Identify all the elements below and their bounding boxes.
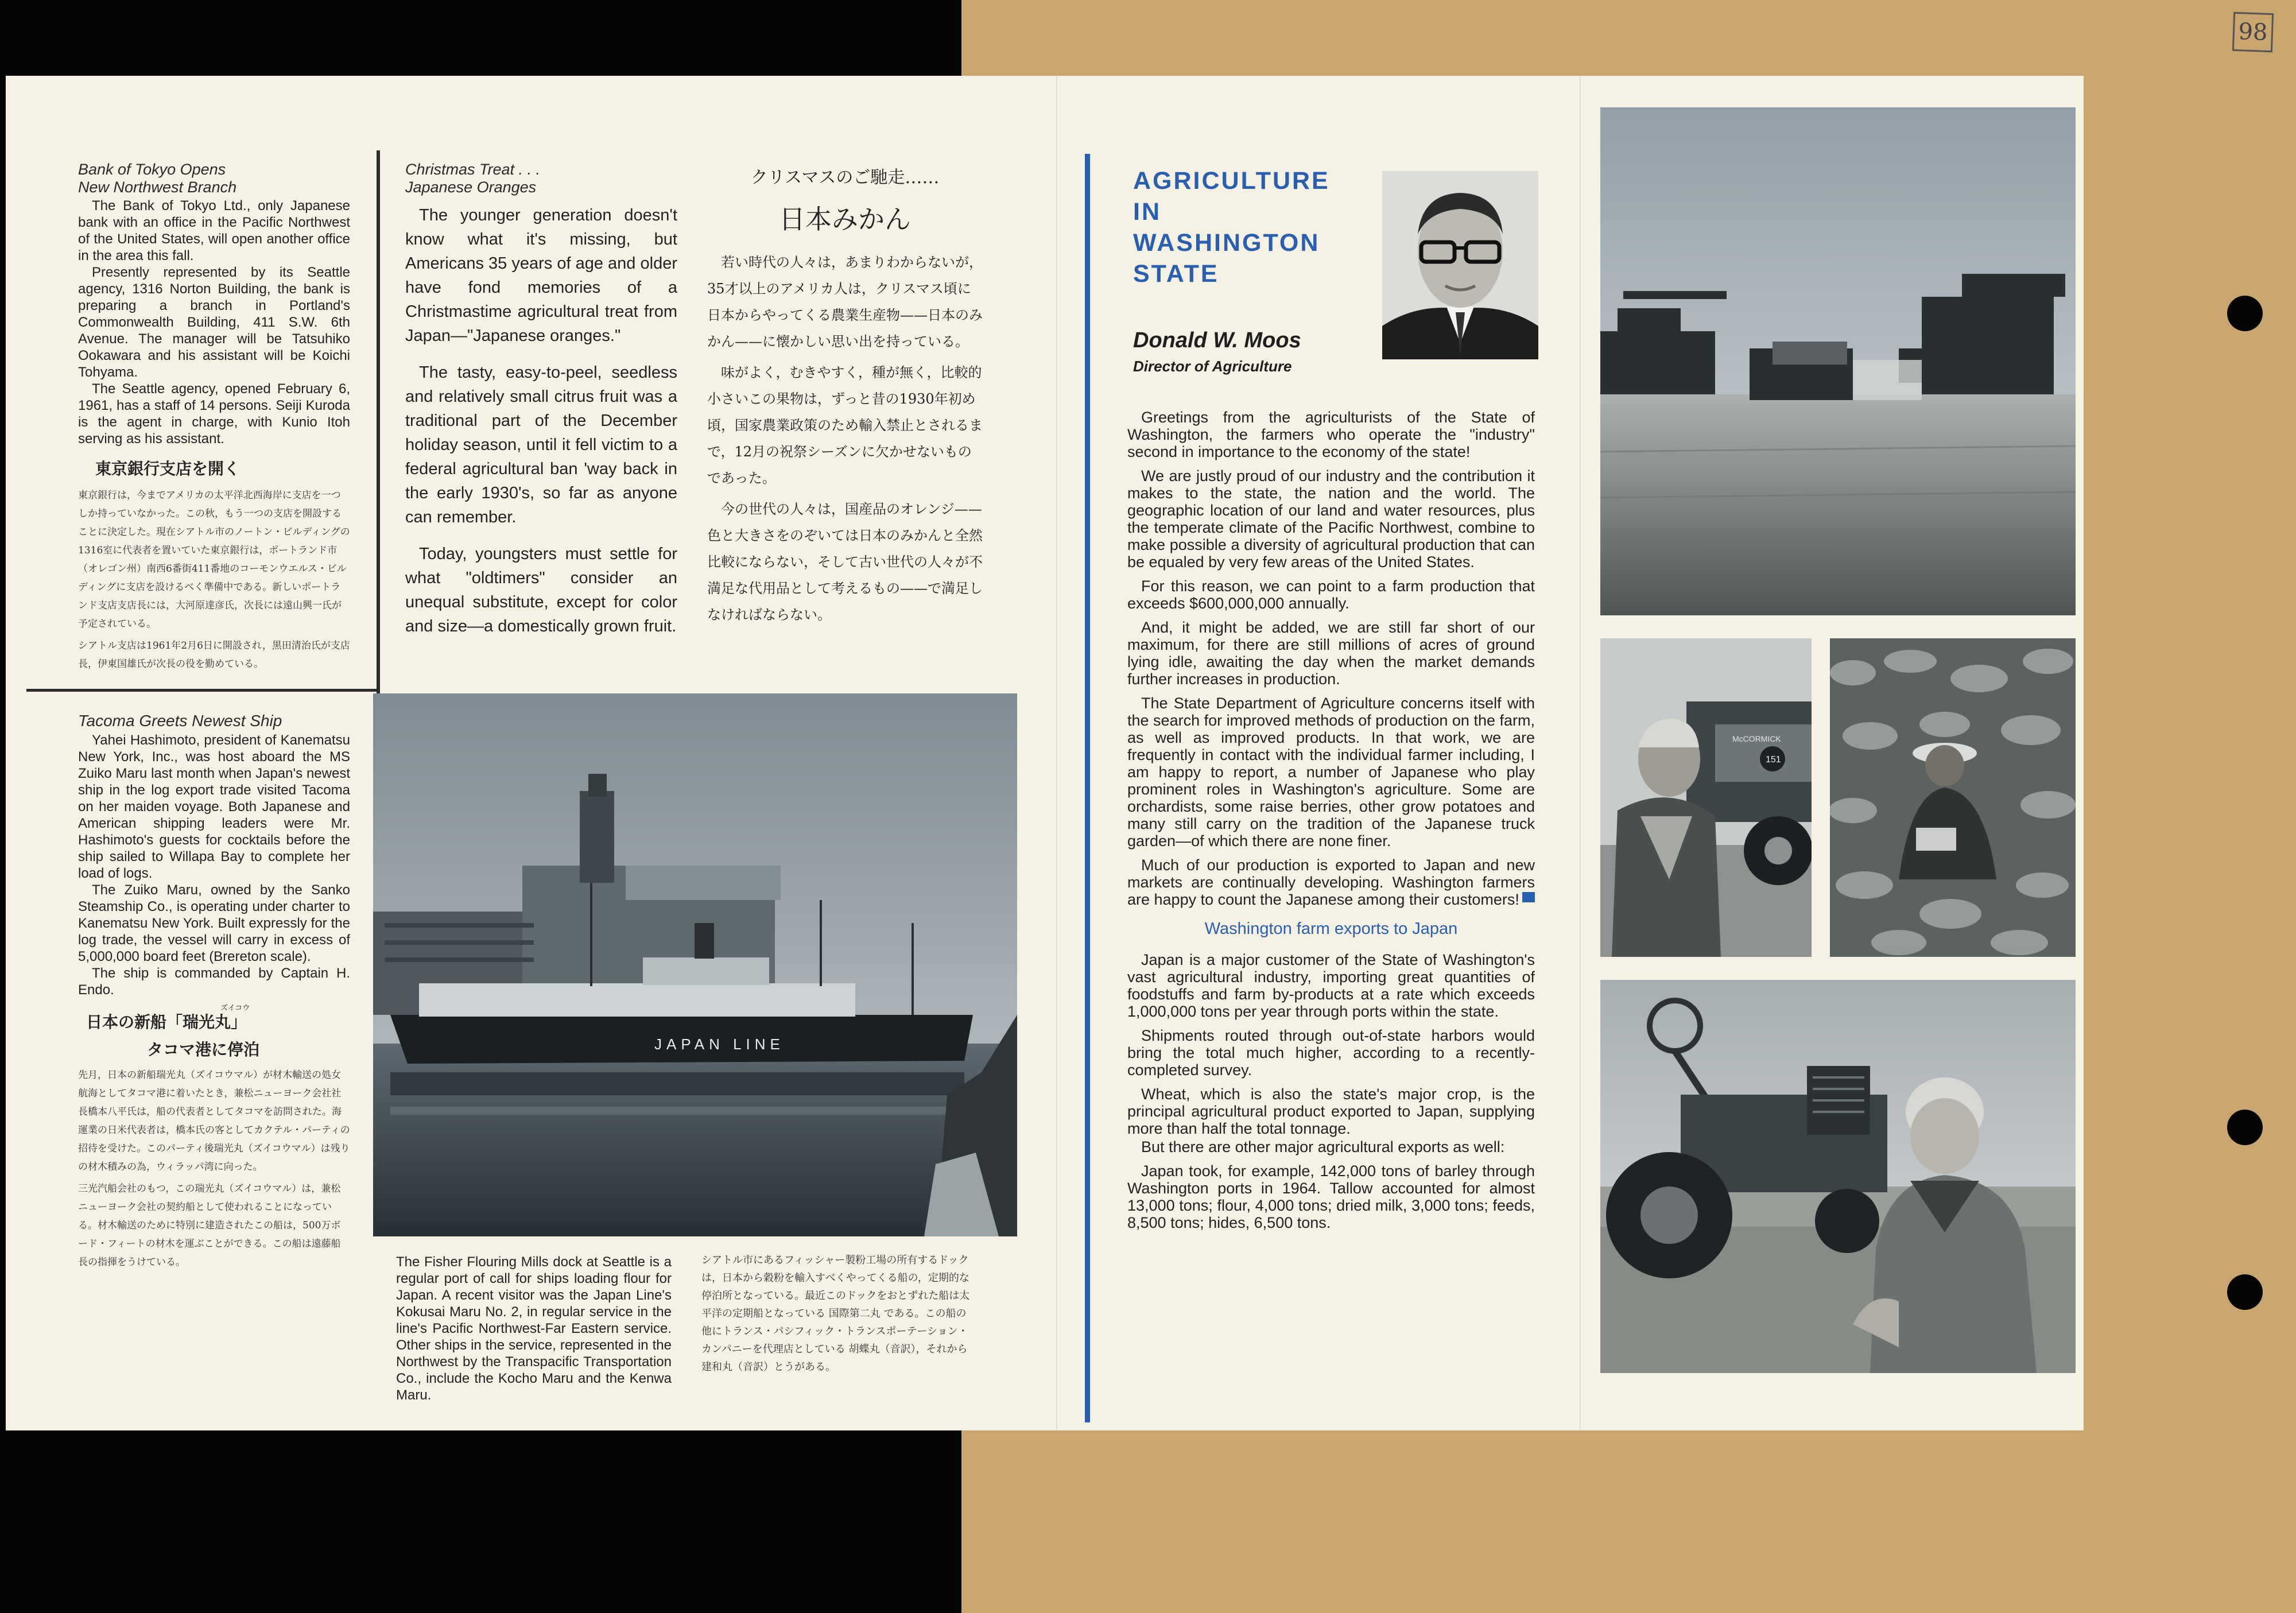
bank-jp-paragraph: シアトル支店は1961年2月6日に開設され，黒田清治氏が支店長，伊東国雄氏が次長の役を勤めている。	[78, 640, 350, 670]
agriculture-paragraph: Greetings from the agriculturists of the State of Washington, the farmers who operate the "industry" second in importance to the economy of the state!	[1127, 409, 1535, 460]
bank-jp-heading: 東京銀行支店を開く	[95, 459, 241, 478]
harvest-combines-photo	[1600, 107, 2076, 615]
tacoma-article	[78, 712, 350, 1275]
agriculture-title-line: IN	[1133, 198, 1161, 226]
smiling-farmer-photo	[1600, 980, 2076, 1373]
agriculture-article	[1127, 409, 1535, 1238]
left-page	[6, 76, 1056, 1430]
agriculture-paragraph: We are justly proud of our industry and the contribution it makes to the state, the nation and the world. The geographic location of our land and water resources, plus the temperate climate of the Pacific Northwest, combine to make possible a diversity of agricultural production that can be equaled by very few areas of the United States.	[1127, 467, 1535, 571]
blue-accent-rule	[1085, 154, 1090, 1422]
christmas-jp-paragraph: 若い時代の人々は，あまりわからないが，35才以上のアメリカ人は，クリスマス頃に日本からやってくる農業生産物——日本のみかん——に懐かしい思い出を持っている。	[707, 254, 983, 350]
christmas-paragraph: The tasty, easy-to-peel, seedless and relatively small citrus fruit was a traditional part of the December holiday season, until it fell victim to a federal agricultural ban 'way back in the early 1930's, so far as anyone can remember.	[405, 363, 677, 526]
exports-paragraph: Japan took, for example, 142,000 tons of barley through Washington ports in 1964. Tallow accounted for almost 13,000 tons; flour, 4,000 tons; dried milk, 3,000 tons; feeds, 8,500 tons; hides, 6,500 tons.	[1127, 1162, 1535, 1231]
christmas-paragraph: The younger generation doesn't know what it's missing, but Americans 35 years of age and older have fond memories of a Christmastime agricultural treat from Japan—"Japanese oranges."	[405, 206, 677, 345]
column-rule-horizontal	[26, 689, 380, 692]
christmas-jp-heading-small: クリスマスのご馳走……	[750, 168, 940, 188]
agriculture-paragraph: And, it might be added, we are still far short of our maximum, for there are still millions of acres of ground lying idle, awaiting the day when the market demands further increases in production.	[1127, 619, 1535, 688]
bank-paragraph: The Bank of Tokyo Ltd., only Japanese bank with an office in the Pacific Northwest of the United States, will open another office in the area this fall.	[78, 198, 350, 263]
right-page	[1056, 76, 2084, 1430]
portrait-photo	[1382, 171, 1538, 359]
ship-dock-photo	[373, 693, 1017, 1236]
christmas-paragraph: Today, youngsters must settle for what "oldtimers" consider an unequal substitute, except for color and size—a domestically grown fruit.	[405, 545, 677, 635]
tractor-brand-text: McCORMICK	[1732, 734, 1781, 743]
bank-jp-paragraph: 東京銀行は，今までアメリカの太平洋北西海岸に支店を一つしか持っていなかった。この秋，もう一つの支店を開設することに決定した。現在シアトル市のノートン・ビルディングの1316室に代表者を置いていた東京銀行は，ポートランド市（オレゴン州）南西6番街411番地のコーモンウエルス・ビルディングに支店を設けるべく準備中である。新しいポートランド支店支店長には，大河原達彦氏，次長には遠山興一氏が予定されている。	[78, 490, 350, 630]
agriculture-paragraph	[1127, 856, 1535, 908]
tacoma-heading: Tacoma Greets Newest Ship	[78, 712, 282, 730]
end-mark-icon	[1522, 892, 1535, 902]
tractor-badge-text: 151	[1766, 755, 1781, 765]
binder-hole	[2227, 1274, 2263, 1310]
christmas-jp-heading-large: 日本みかん	[779, 204, 911, 235]
tacoma-paragraph: Yahei Hashimoto, president of Kanematsu New York, Inc., was host aboard the MS Zuiko Maru last month when Japan's newest ship in the log export trade visited Tacoma on her maiden voyage. Both Japanese and American shipping leaders were Mr. Hashimoto's guests for cocktails before the ship sailed to Willapa Bay to complete her load of logs.	[78, 732, 350, 881]
tacoma-jp-paragraph: 三光汽船会社のもつ，この瑞光丸（ズイコウマル）は，兼松ニューヨーク会社の契約船として使われることになっている。材木輸送のために特別に建造されたこの船は，500万ボード・フィートの材木を運ぶことができる。この船は遠藤船長の指揮をうけている。	[78, 1183, 341, 1268]
exports-paragraph: Wheat, which is also the state's major crop, is the principal agricultural product exported to Japan, supplying more than half the total tonnage.	[1127, 1085, 1535, 1137]
binder-hole	[2227, 1110, 2263, 1145]
exports-paragraph: But there are other major agricultural exports as well:	[1141, 1138, 1505, 1156]
bank-paragraph: The Seattle agency, opened February 6, 1961, has a staff of 14 persons. Seiji Kuroda is the agent in charge, with Kunio Itoh serving as his assistant.	[78, 381, 350, 447]
christmas-heading-line1: Christmas Treat . . .	[405, 161, 541, 178]
author-title: Director of Agriculture	[1133, 358, 1292, 375]
bank-heading-line2: New Northwest Branch	[78, 179, 237, 196]
exports-paragraph: Shipments routed through out-of-state harbors would bring the total much higher, according to a recently-completed survey.	[1127, 1027, 1535, 1079]
column-rule-vertical	[377, 150, 380, 766]
christmas-article	[405, 161, 677, 651]
author-name: Donald W. Moos	[1133, 328, 1301, 352]
field-worker-photo	[1830, 638, 2076, 957]
tacoma-paragraph: The ship is commanded by Captain H. Endo.	[78, 966, 350, 998]
agriculture-paragraph: For this reason, we can point to a farm production that exceeds $600,000,000 annually.	[1127, 577, 1535, 612]
christmas-jp-paragraph: 味がよく，むきやすく，種が無く，比較的小さいこの果物は，ずっと昔の1930年初め頃，国家農業政策のため輸入禁止とされるまで，12月の祝祭シーズンに欠かせないものであった。	[707, 365, 983, 486]
exports-heading: Washington farm exports to Japan	[1204, 920, 1458, 938]
binder-hole	[2227, 296, 2263, 331]
bank-paragraph: Presently represented by its Seattle agency, 1316 Norton Building, the bank is preparing a branch in Portland's Commonwealth Building, 411 S.W. 6th Avenue. The manager will be Tatsuhiko Ookawara and his assistant will be Koichi Tohyama.	[78, 265, 350, 380]
agriculture-paragraph: The State Department of Agriculture concerns itself with the search for improved methods of production on the farm, as well as improved products. In that work, we are frequently in contact with the individual farmer including, I am happy to report, a number of Japanese who play prominent roles in Washington's agriculture. Some are orchardists, some raise berries, other grow potatoes and many still carry on the tradition of the Japanese truck garden—of which there are none finer.	[1127, 695, 1535, 850]
farmer-tractor-photo	[1600, 638, 1812, 957]
agriculture-title-line: STATE	[1133, 260, 1219, 288]
agriculture-title-block	[1133, 165, 1386, 375]
agriculture-title-line: WASHINGTON	[1133, 229, 1320, 257]
tacoma-paragraph: The Zuiko Maru, owned by the Sanko Steamship Co., is operating under charter to Kanematsu New York. Built expressly for the log trade, the vessel will carry in excess of 5,000,000 board feet (Brereton scale).	[78, 882, 350, 964]
christmas-heading-line2: Japanese Oranges	[405, 179, 537, 196]
ship-caption-text: The Fisher Flouring Mills dock at Seattle is a regular port of call for ships loading flour for Japan. A recent visitor was the Japan Line's Kokusai Maru No. 2, in regular service in the line's Pacific Northwest-Far Eastern service. Other ships in the service, represented in the Northwest by the Transpacific Transportation Co., include the Kocho Maru and the Kenwa Maru.	[396, 1254, 672, 1403]
bank-heading-line1: Bank of Tokyo Opens	[78, 161, 226, 178]
ship-hull-text: JAPAN LINE	[654, 1036, 785, 1053]
page-number: 98	[2232, 12, 2274, 52]
tacoma-jp-ruby: ズイコウ	[220, 1004, 250, 1013]
tacoma-jp-heading-line2: タコマ港に停泊	[147, 1040, 260, 1059]
tacoma-jp-paragraph: 先月，日本の新船瑞光丸（ズイコウマル）が材木輸送の処女航海としてタコマ港に着いたとき，兼松ニューヨーク会社社長橋本八平氏は，船の代表者としてタコマを訪問された。海運業の日米代表者は，橋本氏の客としてカクテル・パーティの招待を受けた。このパーティ後瑞光丸（ズイコウマル）は残りの材木積みの為，ウィラッパ湾に向った。	[78, 1069, 350, 1173]
christmas-jp-article	[707, 161, 983, 633]
ship-caption-jp	[701, 1251, 971, 1379]
agriculture-closing-text: Much of our production is exported to Japan and new markets are continually developing. Washington farmers are happy to count the Japanese among their customers!	[1127, 856, 1535, 908]
agriculture-title-line: AGRICULTURE	[1133, 167, 1330, 195]
tacoma-jp-heading-line1: 日本の新船「瑞光丸」	[86, 1013, 247, 1032]
christmas-jp-paragraph: 今の世代の人々は，国産品のオレンジ——色と大きさをのぞいては日本のみかんと全然比較にならない，そして古い世代の人々が不満足な代用品として考えるもの——で満足しなければならない。	[707, 501, 983, 623]
bank-article	[78, 161, 350, 677]
ship-caption	[396, 1254, 672, 1403]
newsletter-spread	[6, 76, 2084, 1430]
ship-caption-jp-text: シアトル市にあるフィッシャー製粉工場の所有するドックは，日本から穀粉を輸入すべくやってくる船の，定期的な停泊所となっている。最近このドックをおとずれた船は太平洋の定期船となっている 国際第二丸 である。この船の他にトランス・パシフィック・トランスポーテーション・カンパニーを代理店としている 胡蝶丸（音訳），それから 建和丸（音訳）とうがある。	[701, 1254, 970, 1373]
exports-paragraph: Japan is a major customer of the State of Washington's vast agricultural industry, importing great quantities of foodstuffs and farm by-products at a rate which exceeds 1,000,000 tons per year through ports within the state.	[1127, 951, 1535, 1020]
